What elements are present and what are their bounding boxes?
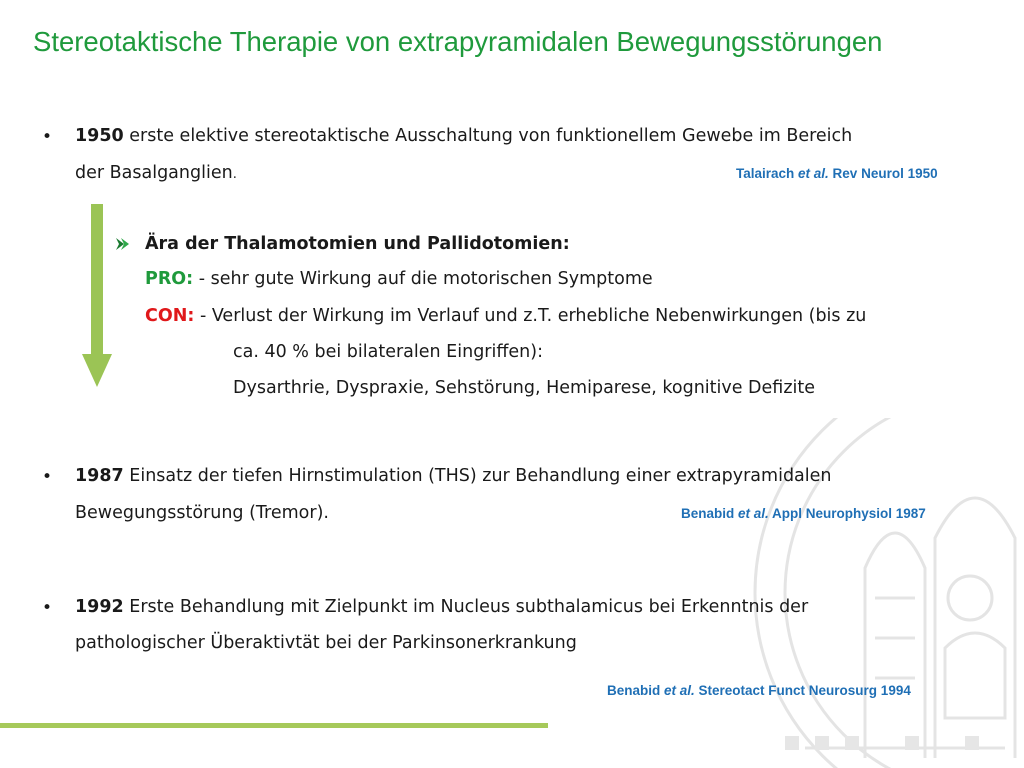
era-pro-line [145, 268, 653, 290]
con-text: - Verlust der Wirkung im Verlauf und z.T. erhebliche Nebenwirkungen (bis zu [194, 306, 867, 326]
reference-benabid-1987 [681, 506, 926, 521]
bullet-dot: • [42, 598, 53, 618]
ref-author: Talairach [736, 166, 799, 181]
bullet-dot: • [42, 467, 53, 487]
item-1992-line2: pathologischer Überaktivtät bei der Parkinsonerkrankung [75, 633, 577, 653]
ref-author: Benabid [607, 683, 665, 698]
down-arrow-icon [80, 204, 114, 388]
item-1950-text2: der Basalganglien [75, 163, 233, 183]
item-1992-line1 [75, 596, 808, 618]
era-con-line [145, 305, 866, 327]
page-title: Stereotaktische Therapie von extrapyramidalen Bewegungsstörungen [33, 26, 883, 57]
item-1950-line2 [75, 162, 237, 186]
ref-journal: Rev Neurol 1950 [828, 166, 938, 181]
year-1992: 1992 [75, 597, 124, 617]
era-heading: Ära der Thalamotomien und Pallidotomien: [145, 234, 570, 254]
ref-author: Benabid [681, 506, 739, 521]
year-1987: 1987 [75, 466, 124, 486]
era-con-line2: ca. 40 % bei bilateralen Eingriffen): [233, 342, 543, 362]
chevron-arrow-icon [115, 236, 133, 252]
ref-etal: et al. [664, 683, 695, 698]
era-con-line3: Dysarthrie, Dyspraxie, Sehstörung, Hemiparese, kognitive Defizite [233, 378, 816, 398]
item-1950-line1 [75, 125, 852, 147]
footer-divider [0, 723, 548, 728]
bullet-dot: • [42, 127, 53, 147]
pro-text: - sehr gute Wirkung auf die motorischen Symptome [193, 269, 653, 289]
reference-talairach [736, 166, 938, 181]
item-1987-text: Einsatz der tiefen Hirnstimulation (THS) zur Behandlung einer extrapyramidalen [123, 466, 832, 486]
item-1992-text: Erste Behandlung mit Zielpunkt im Nucleus subthalamicus bei Erkenntnis der [123, 597, 809, 617]
ref-journal: Stereotact Funct Neurosurg 1994 [694, 683, 911, 698]
pro-label: PRO: [145, 269, 194, 289]
reference-benabid-1994 [607, 683, 911, 698]
item-1987-line1 [75, 465, 832, 487]
item-1950-period: . [232, 167, 237, 182]
year-1950: 1950 [75, 126, 124, 146]
con-label: CON: [145, 306, 195, 326]
ref-etal: et al. [738, 506, 769, 521]
item-1987-line2: Bewegungsstörung (Tremor). [75, 503, 329, 523]
ref-journal: Appl Neurophysiol 1987 [768, 506, 926, 521]
ref-etal: et al. [798, 166, 829, 181]
item-1950-text: erste elektive stereotaktische Ausschaltung von funktionellem Gewebe im Bereich [123, 126, 853, 146]
